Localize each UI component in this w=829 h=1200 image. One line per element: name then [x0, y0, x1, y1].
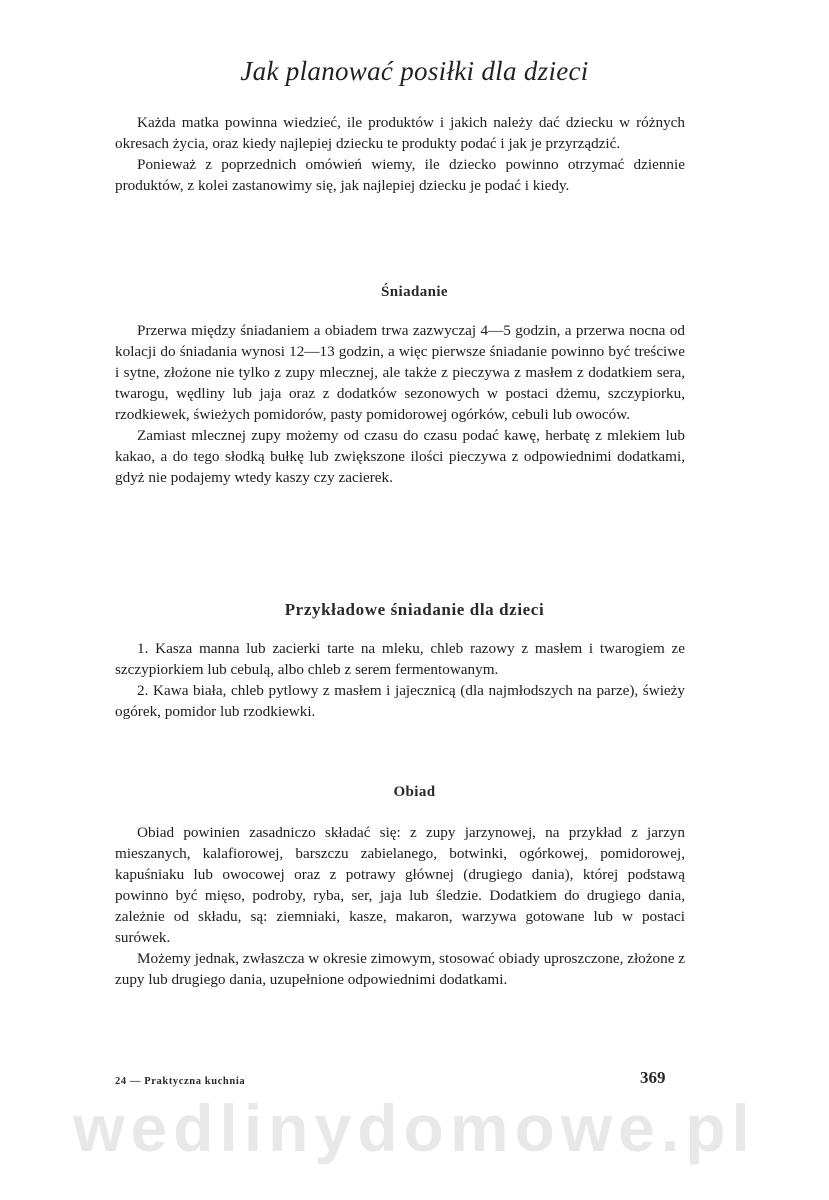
watermark: wedlinydomowe.pl [73, 1091, 756, 1165]
page-number: 369 [640, 1068, 666, 1087]
intro-paragraph-2: Ponieważ z poprzednich omówień wiemy, ile dziecko powinno otrzymać dziennie produktów, z kolei zastanowimy się, jak najlepiej dziecku je podać i kiedy. [115, 156, 685, 194]
dinner-paragraph-1: Obiad powinien zasadniczo składać się: z zupy jarzynowej, na przykład z jarzyn mieszanych, kalafiorowej, barszczu zabielanego, botwinki, ogórkowej, pomidorowej, kapuśniaku lub owocowej oraz z potrawy głównej (drugiego dania), której podstawą powinno być mięso, podroby, ryba, ser, jaja lub śledzie. Dodatkiem do drugiego dania, zależnie od składu, są: ziemniaki, kasze, makaron, warzywa gotowane lub w postaci surówek. [115, 824, 685, 946]
dinner-section [115, 822, 685, 990]
breakfast-section [115, 320, 685, 488]
breakfast-heading: Śniadanie [381, 284, 448, 300]
intro-section [115, 112, 685, 196]
dinner-heading: Obiad [393, 784, 436, 800]
dinner-paragraph-2: Możemy jednak, zwłaszcza w okresie zimowym, stosować obiady uproszczone, złożone z zupy lub drugiego dania, uzupełnione odpowiednimi dodatkami. [115, 950, 685, 988]
footer-signature: 24 — Praktyczna kuchnia [115, 1076, 246, 1087]
example-heading: Przykładowe śniadanie dla dzieci [284, 600, 545, 619]
example-item-1: 1. Kasza manna lub zacierki tarte na mleku, chleb razowy z masłem i twarogiem ze szczypiorkiem lub cebulą, albo chleb z serem fermentowanym. [115, 640, 685, 678]
intro-paragraph-1: Każda matka powinna wiedzieć, ile produktów i jakich należy dać dziecku w różnych okresach życia, oraz kiedy najlepiej dziecku te produkty podać i jak je przyrządzić. [115, 114, 685, 152]
page-title: Jak planować posiłki dla dzieci [240, 56, 589, 86]
example-item-2: 2. Kawa biała, chleb pytlowy z masłem i jajecznicą (dla najmłodszych na parze), świeży ogórek, pomidor lub rzodkiewki. [115, 682, 685, 720]
breakfast-paragraph-2: Zamiast mlecznej zupy możemy od czasu do czasu podać kawę, herbatę z mlekiem lub kakao, a do tego słodką bułkę lub zwiększone ilości pieczywa z odpowiednimi dodatkami, gdyż nie podajemy wtedy kaszy czy zacierek. [115, 427, 685, 486]
breakfast-paragraph-1: Przerwa między śniadaniem a obiadem trwa zazwyczaj 4—5 godzin, a przerwa nocna od kolacji do śniadania wynosi 12—13 godzin, a więc pierwsze śniadanie powinno być treściwe i sytne, złożone nie tylko z zupy mlecznej, ale także z pieczywa z masłem z dodatkiem sera, twarogu, wędliny lub jaja oraz z dodatków sezonowych w postaci dżemu, szczypiorku, rzodkiewek, świeżych pomidorów, pasty pomidorowej ogórków, cebuli lub owoców. [115, 322, 685, 423]
example-list [115, 638, 685, 722]
